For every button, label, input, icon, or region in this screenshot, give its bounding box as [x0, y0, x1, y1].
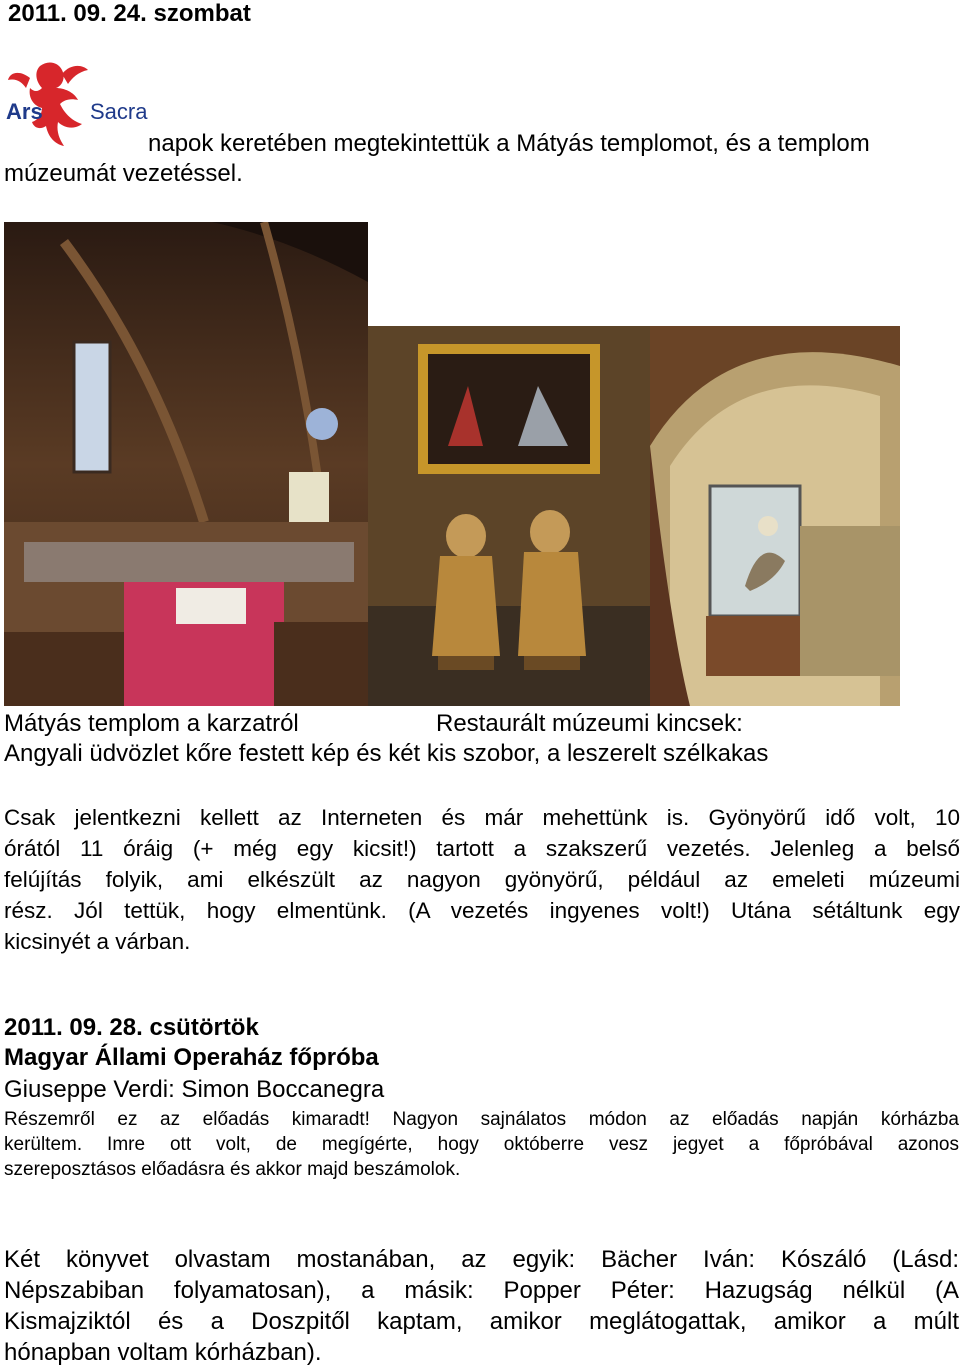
paragraph-line: Részemről ez az előadás kimaradt! Nagyon sajnálatos módon az előadás napján kórházba	[4, 1109, 959, 1130]
paragraph-line: szereposztásos előadásra és akkor majd beszámolok.	[4, 1159, 461, 1180]
intro-line-2: múzeumát vezetéssel.	[4, 160, 243, 187]
ars-sacra-logo	[4, 58, 154, 154]
paragraph-line: hónapban voltam kórházban).	[4, 1339, 322, 1366]
entry2-paragraph	[4, 1107, 959, 1182]
paragraph-line: rész. Jól tettük, hogy elmentünk. (A vezetés ingyenes volt!) Utána sétáltunk egy	[4, 898, 960, 923]
entry-title: Magyar Állami Operaház főpróba	[4, 1044, 379, 1071]
svg-text:Sacra: Sacra	[90, 99, 148, 124]
paragraph-line: Kismajziktól és a Doszpitől kaptam, amikor meglátogattak, amikor a múlt	[4, 1308, 959, 1335]
paragraph-line: Két könyvet olvastam mostanában, az egyik: Bächer Iván: Kószáló (Lásd:	[4, 1246, 959, 1273]
paragraph-line: kerültem. Imre ott volt, de megígérte, hogy októberre vesz jegyet a főpróbával azonos	[4, 1134, 959, 1155]
caption-line-2: Angyali üdvözlet kőre festett kép és két kis szobor, a leszerelt szélkakas	[4, 740, 769, 767]
weathercock-photo	[650, 326, 900, 706]
paragraph-line: Népszabiban folyamatosan), a másik: Popper Péter: Hazugság nélkül (A	[4, 1277, 959, 1304]
entry1-paragraph	[4, 802, 960, 957]
church-interior-photo	[4, 222, 368, 706]
museum-statues-photo	[368, 326, 650, 706]
paragraph-line: órától 11 óráig (+ még egy kicsit!) tartott a szakszerű vezetés. Jelenleg a belső	[4, 836, 960, 861]
entry-date: 2011. 09. 24. szombat	[8, 0, 251, 27]
paragraph-line: felújítás folyik, ami elkészült az nagyon gyönyörű, például az emeleti múzeumi	[4, 867, 960, 892]
cherub-icon	[4, 58, 154, 154]
intro-line-1: napok keretében megtekintettük a Mátyás templomot, és a templom	[148, 130, 870, 157]
caption-right: Restaurált múzeumi kincsek:	[436, 710, 743, 737]
entry3-paragraph	[4, 1244, 959, 1368]
paragraph-line: kicsinyét a várban.	[4, 929, 191, 954]
caption-left: Mátyás templom a karzatról	[4, 710, 299, 737]
paragraph-line: Csak jelentkezni kellett az Interneten és már mehettünk is. Gyönyörű idő volt, 10	[4, 805, 960, 830]
svg-text:Ars: Ars	[6, 99, 43, 124]
entry-subtitle: Giuseppe Verdi: Simon Boccanegra	[4, 1076, 385, 1103]
entry-date: 2011. 09. 28. csütörtök	[4, 1014, 259, 1041]
